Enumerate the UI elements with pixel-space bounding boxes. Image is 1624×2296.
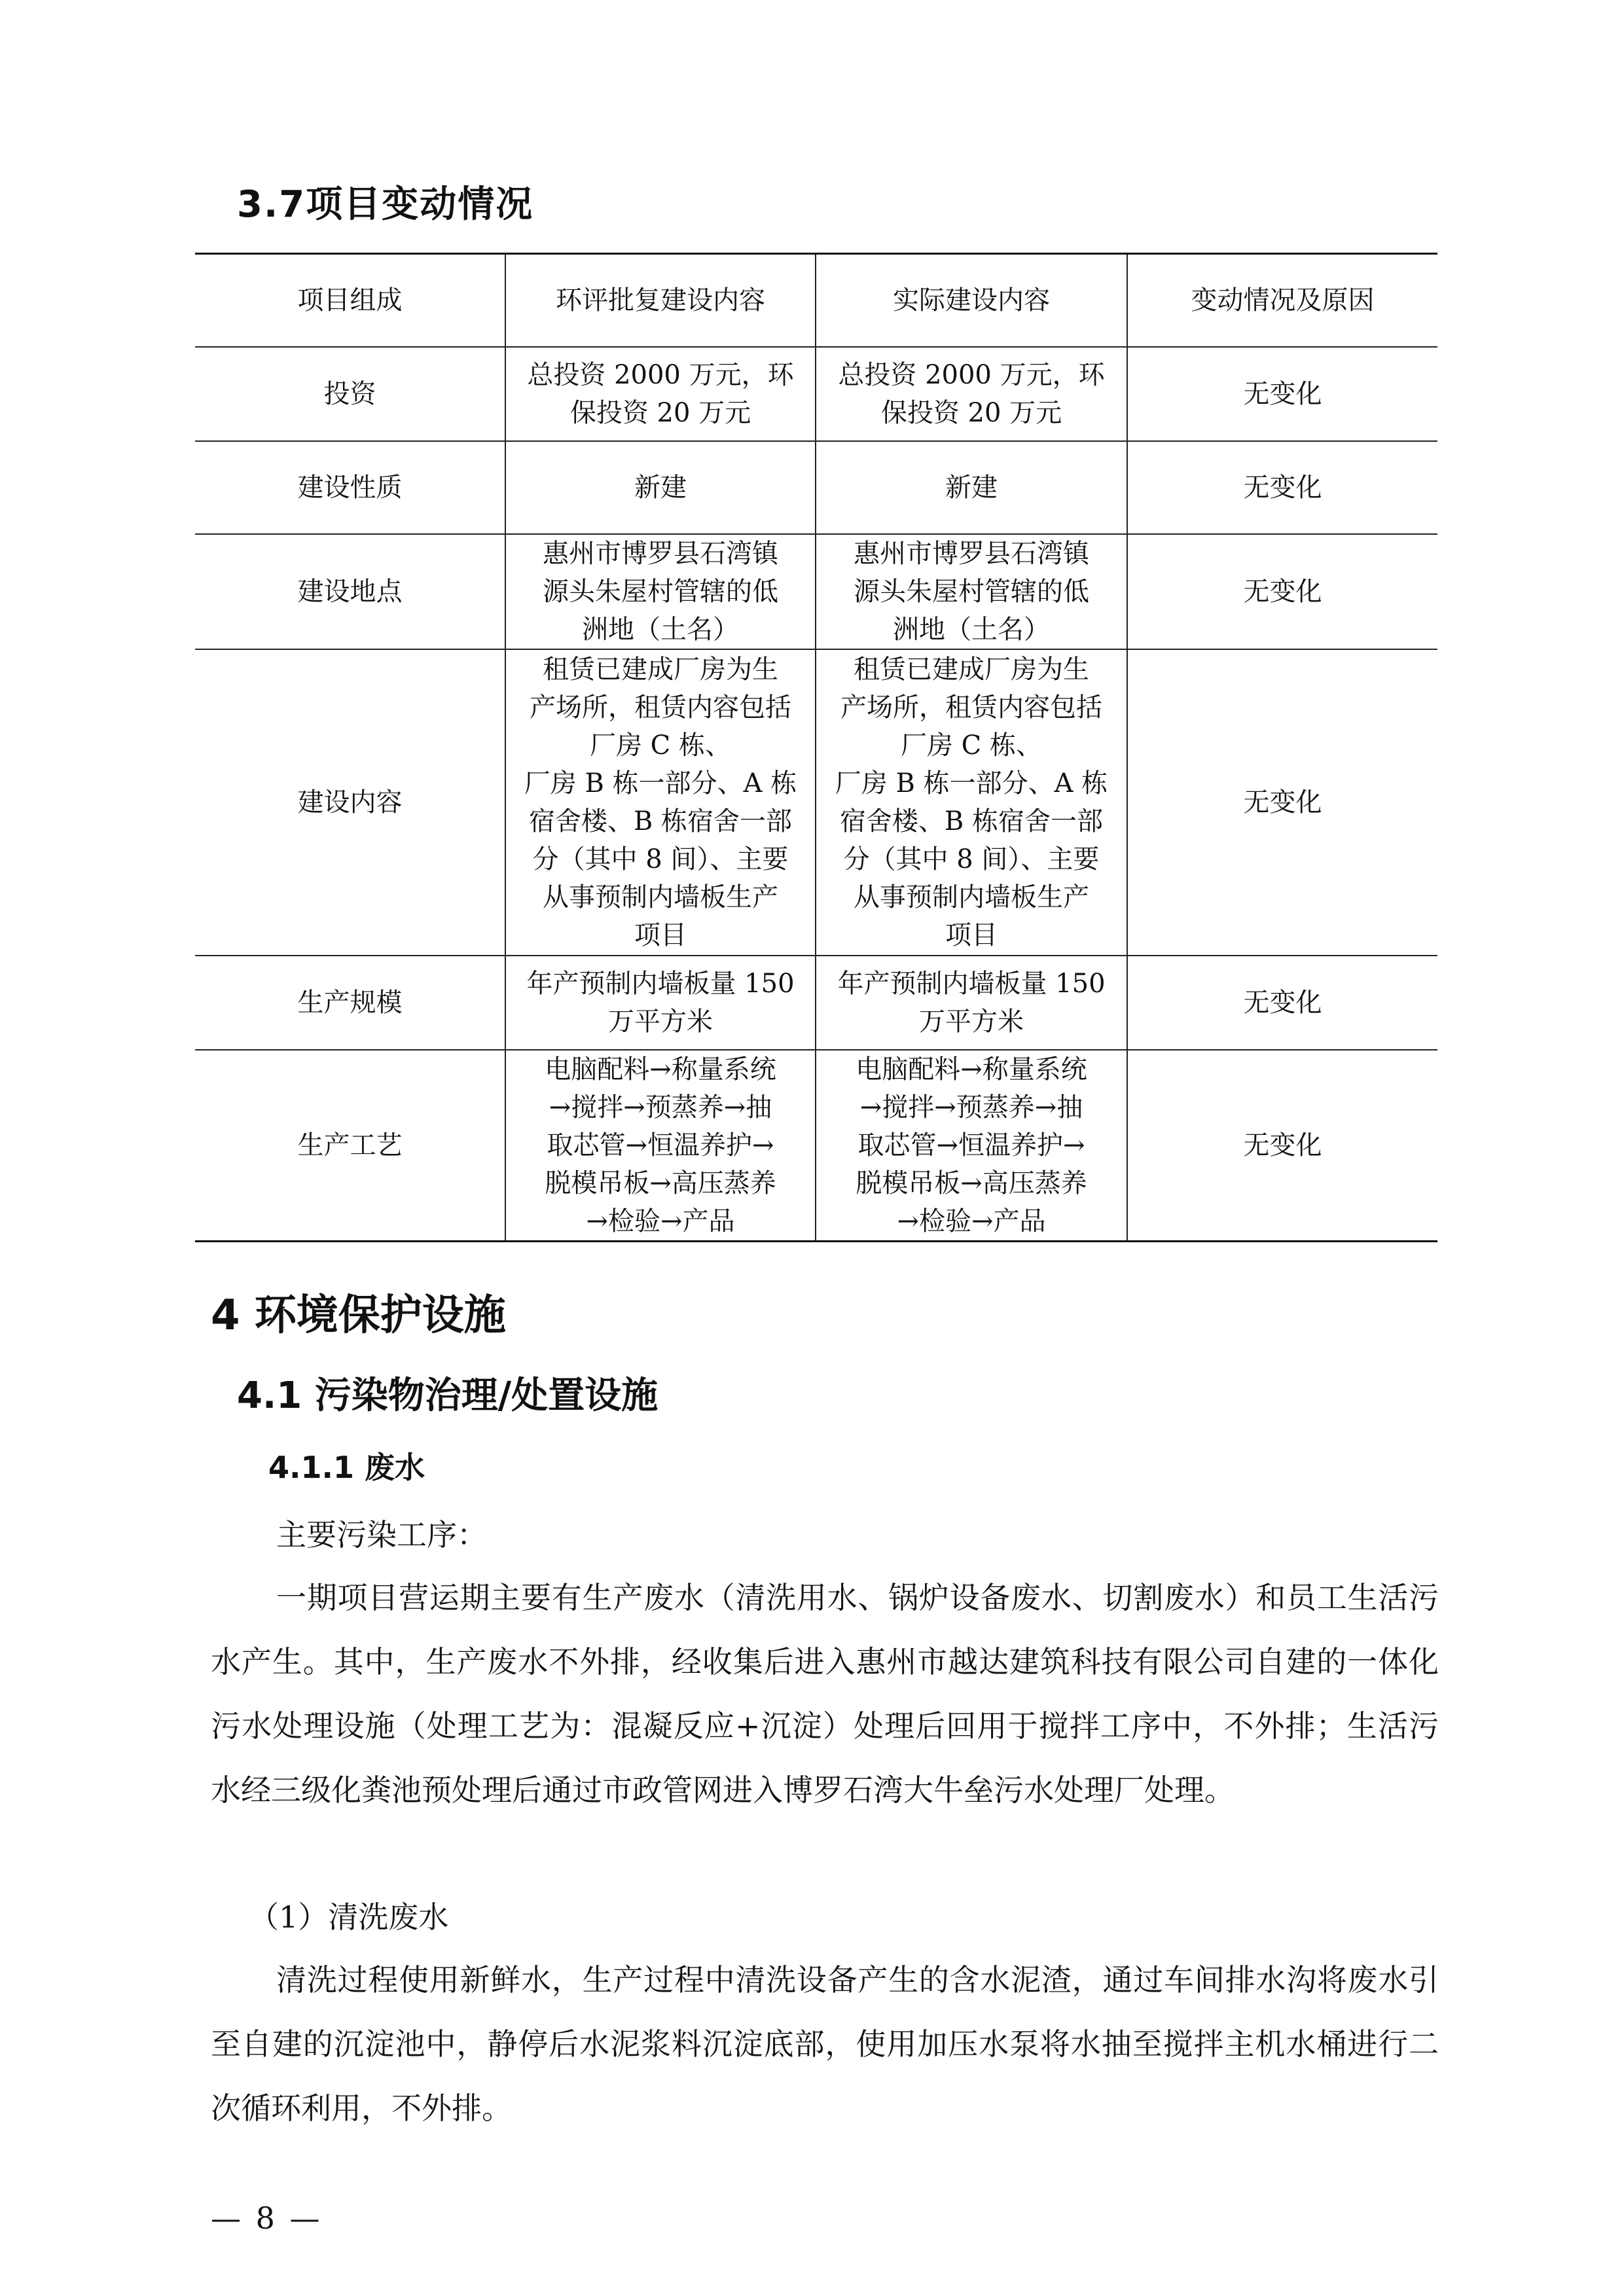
table-cell: 电脑配料→称量系统 →搅拌→预蒸养→抽 取芯管→恒温养护→ 脱模吊板→高压蒸养 →检验→产品 bbox=[505, 1050, 816, 1242]
table-cell: 总投资 2000 万元，环 保投资 20 万元 bbox=[816, 347, 1127, 441]
section-4-heading: 4 环境保护设施 bbox=[211, 1291, 506, 1340]
table-row bbox=[195, 1050, 1437, 1242]
table-row bbox=[195, 441, 1437, 534]
table-cell: 无变化 bbox=[1127, 534, 1437, 649]
table-row bbox=[195, 956, 1437, 1050]
table-cell: 新建 bbox=[816, 441, 1127, 534]
section-4-1-heading: 4.1 污染物治理/处置设施 bbox=[237, 1374, 659, 1417]
table-cell: 建设性质 bbox=[195, 441, 505, 534]
table-cell: 建设地点 bbox=[195, 534, 505, 649]
table-cell: 无变化 bbox=[1127, 347, 1437, 441]
table-row bbox=[195, 649, 1437, 956]
table-cell: 租赁已建成厂房为生 产场所，租赁内容包括 厂房 C 栋、 厂房 B 栋一部分、A 栋 宿舍楼、B 栋宿舍一部 分（其中 8 间）、主要 从事预制内墙板生产 项目 bbox=[816, 649, 1127, 956]
section-4-1-1-heading: 4.1.1 废水 bbox=[268, 1450, 425, 1485]
section-3-7-heading: 3.7项目变动情况 bbox=[237, 183, 534, 226]
table-cell: 年产预制内墙板量 150 万平方米 bbox=[505, 956, 816, 1050]
table-row bbox=[195, 347, 1437, 441]
header-change-reason: 变动情况及原因 bbox=[1127, 254, 1437, 347]
table-cell: 无变化 bbox=[1127, 956, 1437, 1050]
table-cell: 惠州市博罗县石湾镇 源头朱屋村管辖的低 洲地（土名） bbox=[816, 534, 1127, 649]
table-cell: 年产预制内墙板量 150 万平方米 bbox=[816, 956, 1127, 1050]
table-header-row bbox=[195, 254, 1437, 347]
paragraph-cleaning-wastewater: 清洗过程使用新鲜水，生产过程中清洗设备产生的含水泥渣，通过车间排水沟将废水引至自建的沉淀池中，静停后水泥浆料沉淀底部，使用加压水泵将水抽至搅拌主机水桶进行二次循环利用，不外排。 bbox=[211, 1962, 1439, 2126]
table-cell: 惠州市博罗县石湾镇 源头朱屋村管辖的低 洲地（土名） bbox=[505, 534, 816, 649]
table-cell: 投资 bbox=[195, 347, 505, 441]
sub-heading-cleaning-wastewater: （1）清洗废水 bbox=[249, 1899, 449, 1935]
table-row bbox=[195, 534, 1437, 649]
header-approved-content: 环评批复建设内容 bbox=[505, 254, 816, 347]
table-cell: 总投资 2000 万元，环 保投资 20 万元 bbox=[505, 347, 816, 441]
table-cell: 无变化 bbox=[1127, 649, 1437, 956]
table-cell: 生产规模 bbox=[195, 956, 505, 1050]
table-cell: 无变化 bbox=[1127, 1050, 1437, 1242]
table-cell: 租赁已建成厂房为生 产场所，租赁内容包括 厂房 C 栋、 厂房 B 栋一部分、A 栋 宿舍楼、B 栋宿舍一部 分（其中 8 间）、主要 从事预制内墙板生产 项目 bbox=[505, 649, 816, 956]
page-number: — 8 — bbox=[211, 2200, 323, 2236]
table-cell: 生产工艺 bbox=[195, 1050, 505, 1242]
sub-heading-pollution-process: 主要污染工序： bbox=[276, 1517, 487, 1552]
header-actual-content: 实际建设内容 bbox=[816, 254, 1127, 347]
table-cell: 无变化 bbox=[1127, 441, 1437, 534]
paragraph-wastewater-overview: 一期项目营运期主要有生产废水（清洗用水、锅炉设备废水、切割废水）和员工生活污水产生。其中，生产废水不外排，经收集后进入惠州市越达建筑科技有限公司自建的一体化污水处理设施（处理工艺为：混凝反应+沉淀）处理后回用于搅拌工序中，不外排；生活污水经三级化粪池预处理后通过市政管网进入博罗石湾大牛垒污水处理厂处理。 bbox=[211, 1580, 1439, 1808]
project-change-table bbox=[195, 253, 1437, 1242]
header-project-component: 项目组成 bbox=[195, 254, 505, 347]
table-cell: 建设内容 bbox=[195, 649, 505, 956]
table-cell: 电脑配料→称量系统 →搅拌→预蒸养→抽 取芯管→恒温养护→ 脱模吊板→高压蒸养 →检验→产品 bbox=[816, 1050, 1127, 1242]
table-cell: 新建 bbox=[505, 441, 816, 534]
